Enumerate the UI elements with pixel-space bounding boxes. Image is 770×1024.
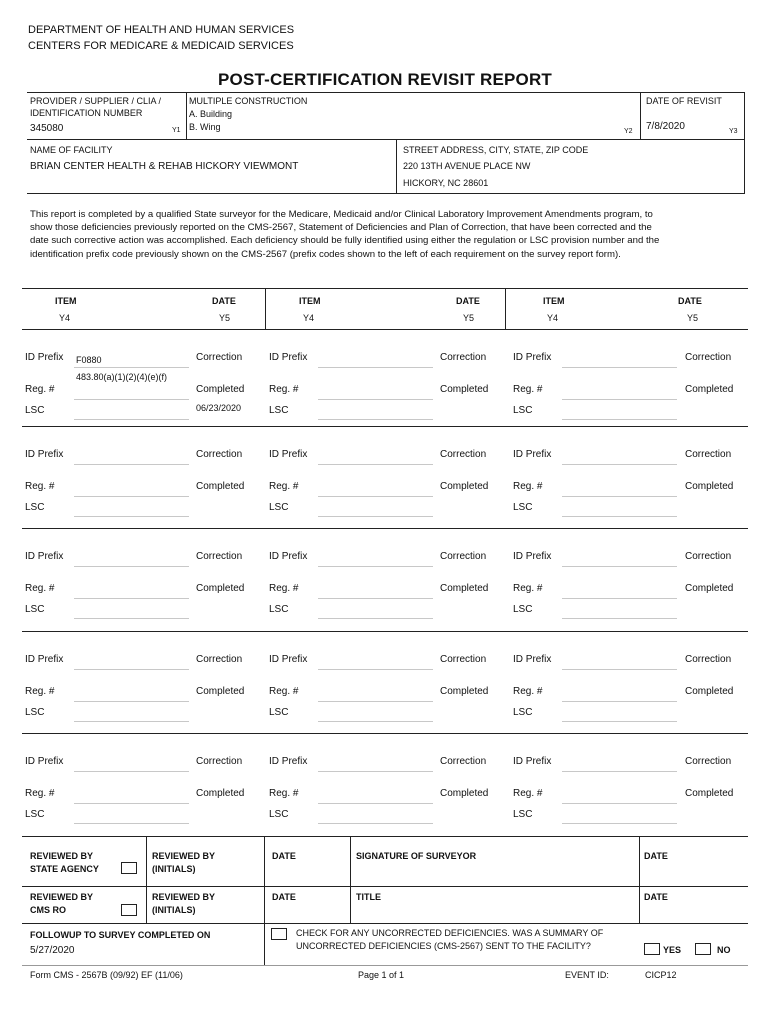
completed-label: Completed	[685, 583, 734, 594]
address-label: STREET ADDRESS, CITY, STATE, ZIP CODE	[403, 145, 589, 155]
completed-label: Completed	[685, 481, 734, 492]
uncorrected-question-1: CHECK FOR ANY UNCORRECTED DEFICIENCIES. WAS A SUMMARY OF	[296, 928, 604, 938]
building-label: A. Building	[189, 109, 233, 119]
correction-label: Correction	[685, 352, 732, 363]
reg-label: Reg. #	[25, 788, 55, 799]
lsc-label: LSC	[513, 502, 533, 513]
col1-item-header: ITEM	[55, 296, 77, 306]
correction-label: Correction	[685, 449, 732, 460]
uncorrected-checkbox[interactable]	[271, 928, 287, 940]
id-prefix-label: ID Prefix	[25, 449, 64, 460]
id-prefix-field[interactable]: F0880	[76, 355, 102, 365]
completed-label: Completed	[440, 481, 489, 492]
state-agency-checkbox[interactable]	[121, 862, 137, 874]
cms-ro-checkbox[interactable]	[121, 904, 137, 916]
correction-label: Correction	[196, 654, 243, 665]
provider-label-2: IDENTIFICATION NUMBER	[30, 108, 143, 118]
lsc-label: LSC	[269, 405, 289, 416]
state-initials-label-2: (INITIALS)	[152, 864, 196, 874]
facility-name-field[interactable]: BRIAN CENTER HEALTH & REHAB HICKORY VIEWMONT	[30, 161, 299, 172]
id-prefix-label: ID Prefix	[269, 352, 308, 363]
revisit-code: Y3	[729, 128, 738, 135]
id-prefix-label: ID Prefix	[513, 654, 552, 665]
correction-label: Correction	[440, 449, 487, 460]
construction-code: Y2	[624, 128, 633, 135]
completed-label: Completed	[685, 384, 734, 395]
col1-item-code: Y4	[59, 313, 71, 323]
lsc-label: LSC	[25, 604, 45, 615]
signature-date-label: DATE	[644, 851, 668, 861]
lsc-label: LSC	[513, 707, 533, 718]
reg-label: Reg. #	[513, 788, 543, 799]
id-prefix-label: ID Prefix	[25, 551, 64, 562]
correction-label: Correction	[685, 551, 732, 562]
lsc-label: LSC	[269, 604, 289, 615]
id-prefix-label: ID Prefix	[513, 756, 552, 767]
correction-label: Correction	[440, 756, 487, 767]
reg-label: Reg. #	[269, 788, 299, 799]
col2-date-code: Y5	[463, 313, 475, 323]
correction-label: Correction	[196, 449, 243, 460]
id-prefix-label: ID Prefix	[269, 551, 308, 562]
lsc-label: LSC	[25, 405, 45, 416]
uncorrected-question-2: UNCORRECTED DEFICIENCIES (CMS-2567) SENT TO THE FACILITY?	[296, 941, 591, 951]
lsc-label: LSC	[513, 809, 533, 820]
col2-date-header: DATE	[456, 296, 480, 306]
col1-date-code: Y5	[219, 313, 231, 323]
completed-label: Completed	[196, 583, 245, 594]
id-prefix-label: ID Prefix	[25, 756, 64, 767]
completed-label: Completed	[440, 583, 489, 594]
correction-label: Correction	[440, 352, 487, 363]
reg-label: Reg. #	[269, 384, 299, 395]
lsc-label: LSC	[269, 809, 289, 820]
col2-item-header: ITEM	[299, 296, 321, 306]
dept-line-1: DEPARTMENT OF HEALTH AND HUMAN SERVICES	[28, 24, 295, 36]
reg-label: Reg. #	[513, 384, 543, 395]
dept-line-2: CENTERS FOR MEDICARE & MEDICAID SERVICES	[28, 40, 294, 52]
provider-code: Y1	[172, 127, 181, 134]
reg-label: Reg. #	[25, 583, 55, 594]
state-date-label: DATE	[272, 851, 296, 861]
correction-label: Correction	[440, 654, 487, 665]
correction-date-field[interactable]: 06/23/2020	[196, 403, 242, 413]
construction-label: MULTIPLE CONSTRUCTION	[189, 96, 308, 106]
yes-label: YES	[663, 945, 682, 955]
id-prefix-label: ID Prefix	[25, 654, 64, 665]
facility-label: NAME OF FACILITY	[30, 145, 113, 155]
surveyor-signature-label: SIGNATURE OF SURVEYOR	[356, 851, 477, 861]
col3-date-header: DATE	[678, 296, 702, 306]
lsc-label: LSC	[513, 604, 533, 615]
id-prefix-label: ID Prefix	[269, 449, 308, 460]
id-prefix-label: ID Prefix	[269, 654, 308, 665]
id-prefix-label: ID Prefix	[513, 352, 552, 363]
wing-label: B. Wing	[189, 122, 221, 132]
correction-label: Correction	[196, 352, 243, 363]
followup-date-field[interactable]: 5/27/2020	[30, 945, 75, 956]
reviewed-state-label-1: REVIEWED BY	[30, 851, 94, 861]
reg-label: Reg. #	[513, 686, 543, 697]
title-label: TITLE	[356, 892, 381, 902]
reg-label: Reg. #	[269, 686, 299, 697]
page-number: Page 1 of 1	[358, 970, 405, 980]
col3-date-code: Y5	[687, 313, 699, 323]
completed-label: Completed	[685, 686, 734, 697]
instructions-paragraph: This report is completed by a qualified State surveyor for the Medicare, Medicaid and/or Clinical Laboratory Improvement Amendments program, to show those deficiencies previously reported on the CMS-2567, Statement of Deficiencies and Plan of Correction, that have been corrected and the date such corrective action was accomplished. Each deficiency should be fully identified using either the regulation or LSC provision number and the identification prefix code previously shown on the CMS-2567 (prefix codes shown to the left of each requirement on the survey report form).	[30, 209, 660, 260]
reg-label: Reg. #	[269, 481, 299, 492]
col3-item-header: ITEM	[543, 296, 565, 306]
cms-initials-label-2: (INITIALS)	[152, 905, 196, 915]
followup-label: FOLLOWUP TO SURVEY COMPLETED ON	[30, 930, 211, 940]
col2-item-code: Y4	[303, 313, 315, 323]
completed-label: Completed	[440, 686, 489, 697]
lsc-label: LSC	[513, 405, 533, 416]
completed-label: Completed	[685, 788, 734, 799]
no-label: NO	[717, 945, 731, 955]
form-number: Form CMS - 2567B (09/92) EF (11/06)	[30, 970, 183, 980]
reviewed-cms-label-2: CMS RO	[30, 905, 66, 915]
id-prefix-label: ID Prefix	[269, 756, 308, 767]
completed-label: Completed	[196, 384, 245, 395]
provider-id-field[interactable]: 345080	[30, 123, 64, 134]
address-line-1-field[interactable]: 220 13TH AVENUE PLACE NW	[403, 161, 531, 171]
id-prefix-label: ID Prefix	[513, 551, 552, 562]
lsc-label: LSC	[25, 707, 45, 718]
completed-label: Completed	[196, 788, 245, 799]
completed-label: Completed	[440, 384, 489, 395]
col3-item-code: Y4	[547, 313, 559, 323]
cms-date-label: DATE	[272, 892, 296, 902]
reg-label: Reg. #	[25, 384, 55, 395]
revisit-date-label: DATE OF REVISIT	[646, 96, 722, 106]
reviewed-cms-label-1: REVIEWED BY	[30, 892, 94, 902]
reg-field[interactable]: 483.80(a)(1)(2)(4)(e)(f)	[76, 372, 168, 382]
reg-label: Reg. #	[25, 686, 55, 697]
event-id-value: CICP12	[645, 970, 677, 980]
reg-label: Reg. #	[269, 583, 299, 594]
col1-date-header: DATE	[212, 296, 236, 306]
correction-label: Correction	[196, 756, 243, 767]
reg-label: Reg. #	[513, 583, 543, 594]
provider-label-1: PROVIDER / SUPPLIER / CLIA /	[30, 96, 162, 106]
lsc-label: LSC	[269, 502, 289, 513]
id-prefix-label: ID Prefix	[513, 449, 552, 460]
yes-checkbox[interactable]	[644, 943, 660, 955]
completed-label: Completed	[196, 686, 245, 697]
lsc-label: LSC	[269, 707, 289, 718]
reg-label: Reg. #	[513, 481, 543, 492]
correction-label: Correction	[440, 551, 487, 562]
lsc-label: LSC	[25, 502, 45, 513]
address-line-2-field[interactable]: HICKORY, NC 28601	[403, 178, 489, 188]
correction-label: Correction	[685, 654, 732, 665]
title-date-label: DATE	[644, 892, 668, 902]
correction-label: Correction	[685, 756, 732, 767]
correction-label: Correction	[196, 551, 243, 562]
reg-label: Reg. #	[25, 481, 55, 492]
no-checkbox[interactable]	[695, 943, 711, 955]
lsc-label: LSC	[25, 809, 45, 820]
completed-label: Completed	[440, 788, 489, 799]
event-id-label: EVENT ID:	[565, 970, 609, 980]
state-initials-label-1: REVIEWED BY	[152, 851, 216, 861]
form-title: POST-CERTIFICATION REVISIT REPORT	[217, 70, 553, 89]
revisit-date-field[interactable]: 7/8/2020	[646, 121, 685, 132]
id-prefix-label: ID Prefix	[25, 352, 64, 363]
completed-label: Completed	[196, 481, 245, 492]
cms-initials-label-1: REVIEWED BY	[152, 892, 216, 902]
reviewed-state-label-2: STATE AGENCY	[30, 864, 99, 874]
